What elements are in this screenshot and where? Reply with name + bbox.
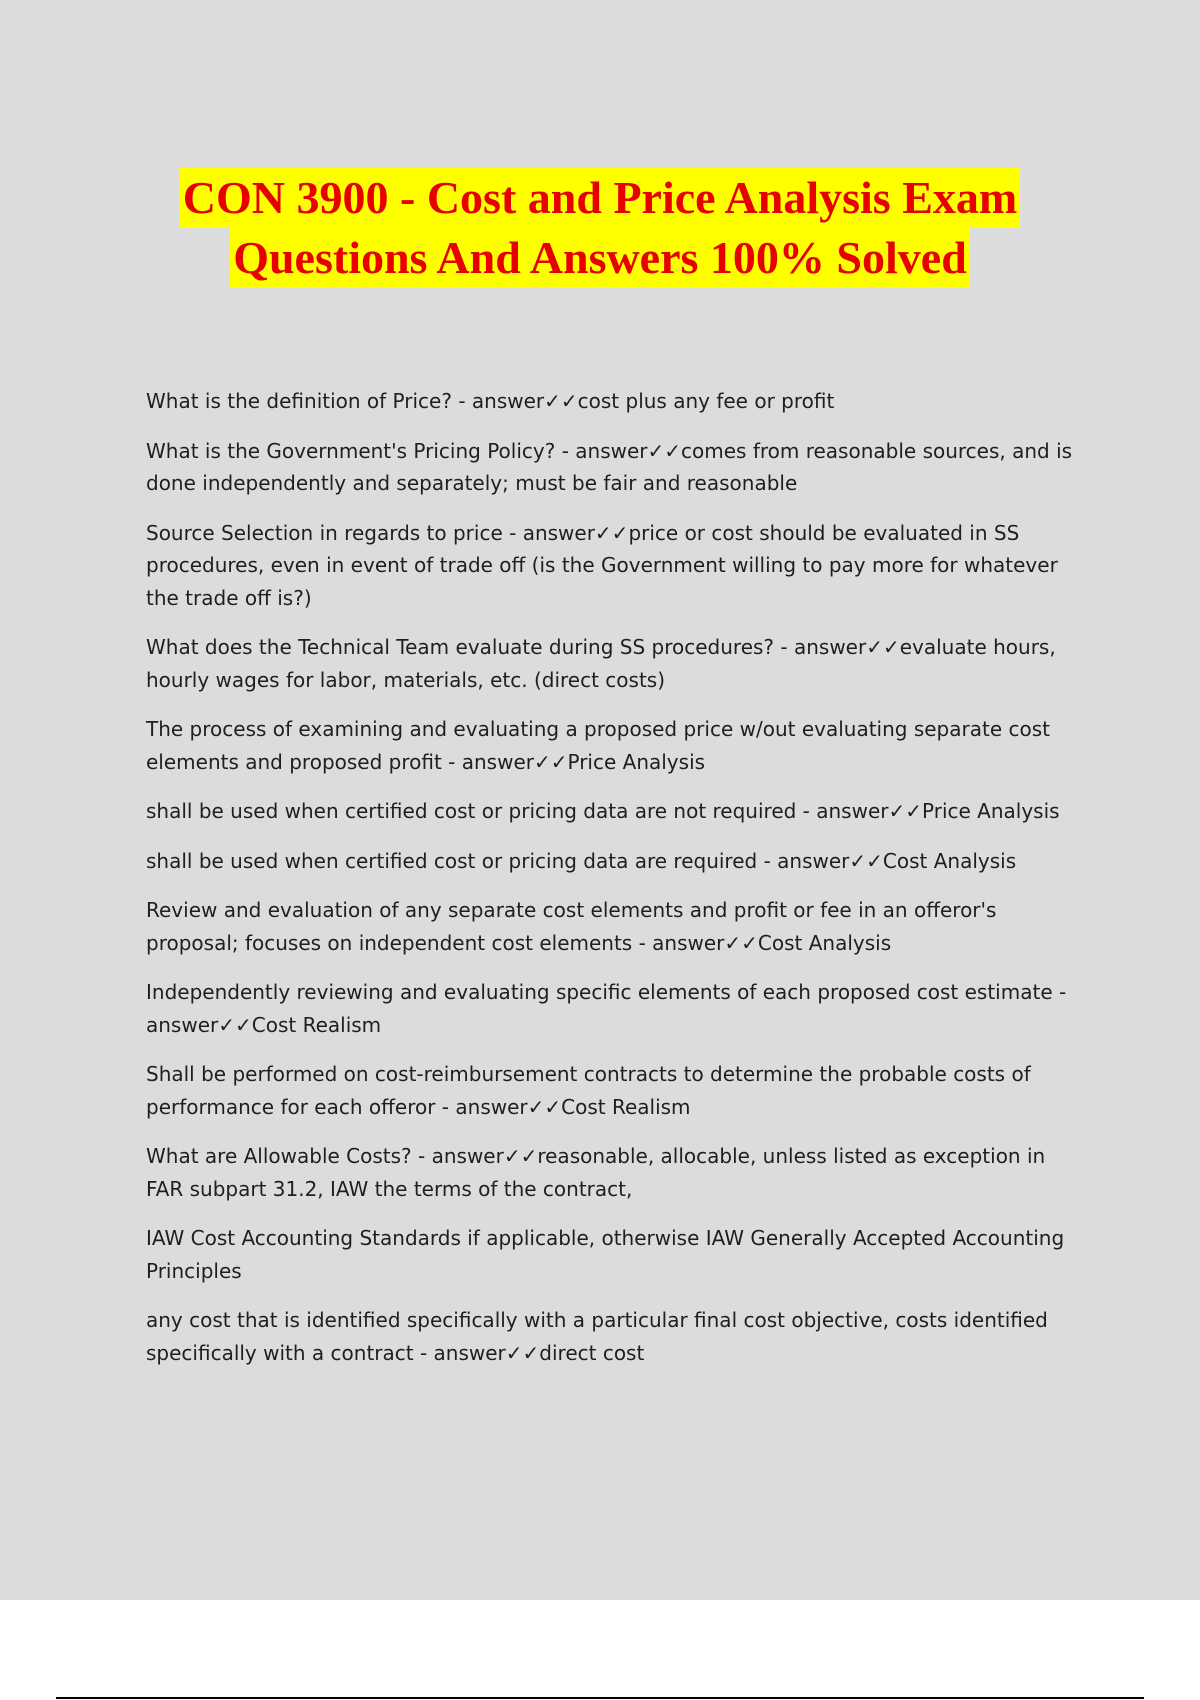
qa-item: Independently reviewing and evaluating specific elements of each proposed cost estimate - answer✓✓Cost Realism <box>146 980 1067 1037</box>
qa-item: Shall be performed on cost-reimbursement contracts to determine the probable costs of performance for each offeror - answer✓✓Cost Realism <box>146 1062 1031 1119</box>
document-title <box>0 168 1200 288</box>
qa-item: What does the Technical Team evaluate during SS procedures? - answer✓✓evaluate hours, hourly wages for labor, materials, etc. (direct costs) <box>146 635 1056 692</box>
qa-item: What is the definition of Price? - answer✓✓cost plus any fee or profit <box>146 389 835 413</box>
qa-item: The process of examining and evaluating a proposed price w/out evaluating separate cost elements and proposed profit - answer✓✓Price Analysis <box>146 717 1050 774</box>
qa-item: IAW Cost Accounting Standards if applicable, otherwise IAW Generally Accepted Accounting Principles <box>146 1226 1065 1283</box>
title-line-1: CON 3900 - Cost and Price Analysis Exam <box>180 168 1020 228</box>
page-bottom-rule <box>56 1697 1144 1699</box>
qa-item: shall be used when certified cost or pricing data are not required - answer✓✓Price Analysis <box>146 799 1060 823</box>
qa-list <box>146 385 1086 1386</box>
qa-item: Review and evaluation of any separate cost elements and profit or fee in an offeror's proposal; focuses on independent cost elements - answer✓✓Cost Analysis <box>146 898 997 955</box>
qa-item: What is the Government's Pricing Policy? - answer✓✓comes from reasonable sources, and is done independently and separately; must be fair and reasonable <box>146 438 1073 495</box>
title-line-2: Questions And Answers 100% Solved <box>230 228 970 288</box>
qa-item: Source Selection in regards to price - answer✓✓price or cost should be evaluated in SS procedures, even in event of trade off (is the Government willing to pay more for whatever the trade off is?) <box>146 520 1058 610</box>
qa-item: What are Allowable Costs? - answer✓✓reasonable, allocable, unless listed as exception in FAR subpart 31.2, IAW the terms of the contract, <box>146 1144 1046 1201</box>
qa-item: any cost that is identified specifically with a particular final cost objective, costs identified specifically with a contract - answer✓✓direct cost <box>146 1308 1048 1365</box>
qa-item: shall be used when certified cost or pricing data are required - answer✓✓Cost Analysis <box>146 848 1017 873</box>
